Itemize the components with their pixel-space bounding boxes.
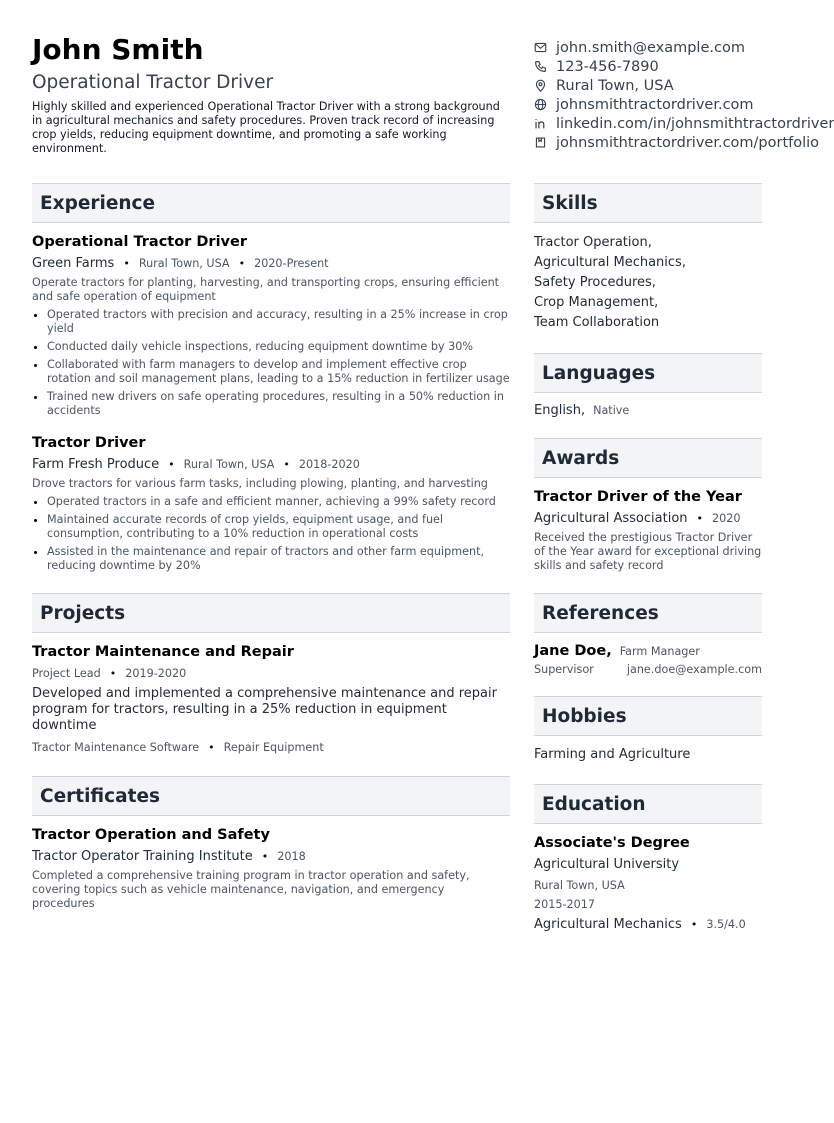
separator-dot: • <box>109 667 117 680</box>
certificate-name: Tractor Operation and Safety <box>32 827 270 843</box>
skill-item: Team Collaboration <box>534 315 660 330</box>
reference-email[interactable]: jane.doe@example.com <box>626 663 762 676</box>
contact-location <box>534 76 794 95</box>
contact-website[interactable] <box>534 95 794 114</box>
candidate-role: Operational Tractor Driver <box>32 72 274 93</box>
contact-portfolio[interactable] <box>534 133 820 152</box>
contact-email-text: john.smith@example.com <box>556 39 745 56</box>
languages-heading: Languages <box>534 353 762 393</box>
skill-item: Agricultural Mechanics, <box>534 255 686 270</box>
experience-section <box>32 183 510 573</box>
candidate-name: John Smith <box>32 33 204 66</box>
contact-phone[interactable] <box>534 57 794 76</box>
bullet-item: • Assisted in the maintenance and repair of tractors and other farm equipment, reducing downtime by 20% <box>47 545 510 573</box>
hobby-item: Farming and Agriculture <box>534 747 691 762</box>
resume-header <box>32 32 510 156</box>
certificate-issuer: Tractor Operator Training Institute <box>32 849 253 864</box>
contact-email[interactable] <box>534 38 794 57</box>
bullet-item: • Operated tractors in a safe and efficient manner, achieving a 99% safety record <box>47 495 510 509</box>
contact-location-text: Rural Town, USA <box>556 77 674 94</box>
languages-section <box>534 353 762 418</box>
job-title: Operational Tractor Driver <box>32 234 247 250</box>
award-name: Tractor Driver of the Year <box>534 489 742 505</box>
education-heading: Education <box>534 784 762 824</box>
job-description: Operate tractors for planting, harvesting, and transporting crops, ensuring efficient and safe operation of equipment <box>32 276 500 303</box>
award-year: 2020 <box>712 512 741 525</box>
separator-dot: • <box>123 257 130 270</box>
contact-phone-text: 123-456-7890 <box>556 58 659 75</box>
references-section <box>534 593 762 676</box>
reference-name: Jane Doe, <box>534 643 612 659</box>
job-title: Tractor Driver <box>32 435 146 451</box>
hobbies-section <box>534 696 762 764</box>
skills-list <box>534 223 762 333</box>
contact-portfolio-text: johnsmithtractordriver.com/portfolio <box>556 134 820 151</box>
project-description: Developed and implemented a comprehensive maintenance and repair program for tractors, resulting in a 25% reduction in equipment downtime <box>32 686 497 733</box>
certificate-year: 2018 <box>277 850 306 863</box>
portfolio-icon <box>534 136 547 149</box>
separator-dot: • <box>261 850 269 863</box>
skills-section <box>534 183 762 333</box>
education-school: Agricultural University <box>534 857 680 872</box>
separator-dot: • <box>690 918 698 931</box>
skill-item: Crop Management, <box>534 295 659 310</box>
certificate-description: Completed a comprehensive training program in tractor operation and safety, covering topics such as vehicle maintenance, navigation, and emergency procedures <box>32 869 470 910</box>
separator-dot: • <box>283 458 290 471</box>
separator-dot: • <box>208 741 215 754</box>
summary-text: Highly skilled and experienced Operational Tractor Driver with a strong background in agricultural mechanics and safety procedures. Proven track record of increasing crop yields, reducing equipment downtime, and promoting a safe working environment. <box>32 100 500 155</box>
separator-dot: • <box>168 458 175 471</box>
language-name: English, <box>534 403 586 418</box>
bullet-item: • Operated tractors with precision and accuracy, resulting in a 25% increase in crop yield <box>47 308 510 336</box>
hobbies-heading: Hobbies <box>534 696 762 736</box>
main-column <box>32 183 510 931</box>
location-pin-icon <box>534 79 547 92</box>
bullet-item: • Trained new drivers on safe operating procedures, resulting in a 50% reduction in accidents <box>47 390 510 418</box>
contact-linkedin-text: linkedin.com/in/johnsmithtractordriver <box>556 115 834 132</box>
award-issuer: Agricultural Association <box>534 511 688 526</box>
skill-item: Safety Procedures, <box>534 275 656 290</box>
separator-dot: • <box>696 512 704 525</box>
linkedin-icon <box>534 117 547 130</box>
project-tag: Repair Equipment <box>223 741 324 754</box>
education-section <box>534 784 762 933</box>
education-location: Rural Town, USA <box>534 879 625 892</box>
bullet-item: • Collaborated with farm managers to develop and implement effective crop rotation and soil management plans, leading to a 15% reduction in fertilizer usage <box>47 358 510 386</box>
phone-icon <box>534 60 547 73</box>
projects-section <box>32 593 510 756</box>
reference-position: Farm Manager <box>619 645 700 658</box>
projects-heading: Projects <box>32 593 510 633</box>
awards-heading: Awards <box>534 438 762 478</box>
job-entry <box>32 434 510 573</box>
bullet-item: • Maintained accurate records of crop yields, equipment usage, and fuel consumption, contributing to a 10% reduction in operational costs <box>47 513 510 541</box>
job-dates: 2018-2020 <box>298 458 360 471</box>
education-field: Agricultural Mechanics <box>534 917 682 932</box>
certificates-heading: Certificates <box>32 776 510 816</box>
skills-heading: Skills <box>534 183 762 223</box>
education-gpa: 3.5/4.0 <box>706 918 746 931</box>
experience-heading: Experience <box>32 183 510 223</box>
job-company: Green Farms <box>32 256 115 271</box>
job-entry <box>32 233 510 418</box>
award-description: Received the prestigious Tractor Driver of the Year award for exceptional driving skills and safety record <box>534 531 762 572</box>
language-level: Native <box>593 404 630 417</box>
job-dates: 2020-Present <box>254 257 329 270</box>
mail-icon <box>534 41 547 54</box>
education-dates: 2015-2017 <box>534 898 595 911</box>
project-name: Tractor Maintenance and Repair <box>32 644 294 660</box>
reference-relation: Supervisor <box>534 663 594 676</box>
job-bullets <box>32 495 510 573</box>
job-company: Farm Fresh Produce <box>32 457 160 472</box>
project-dates: 2019-2020 <box>125 667 187 680</box>
job-location: Rural Town, USA <box>183 458 275 471</box>
separator-dot: • <box>238 257 246 270</box>
references-heading: References <box>534 593 762 633</box>
contact-linkedin[interactable] <box>534 114 834 133</box>
project-tag: Tractor Maintenance Software <box>32 741 200 754</box>
side-column <box>534 183 762 953</box>
contact-list <box>534 38 834 152</box>
job-bullets <box>32 308 510 418</box>
skill-item: Tractor Operation, <box>534 235 652 250</box>
job-location: Rural Town, USA <box>138 257 230 270</box>
contact-website-text: johnsmithtractordriver.com <box>556 96 754 113</box>
bullet-item: • Conducted daily vehicle inspections, reducing equipment downtime by 30% <box>47 340 510 354</box>
certificates-section <box>32 776 510 911</box>
education-degree: Associate's Degree <box>534 835 690 851</box>
awards-section <box>534 438 762 573</box>
project-role: Project Lead <box>32 667 101 680</box>
job-description: Drove tractors for various farm tasks, including plowing, planting, and harvesting <box>32 477 488 490</box>
globe-icon <box>534 98 547 111</box>
